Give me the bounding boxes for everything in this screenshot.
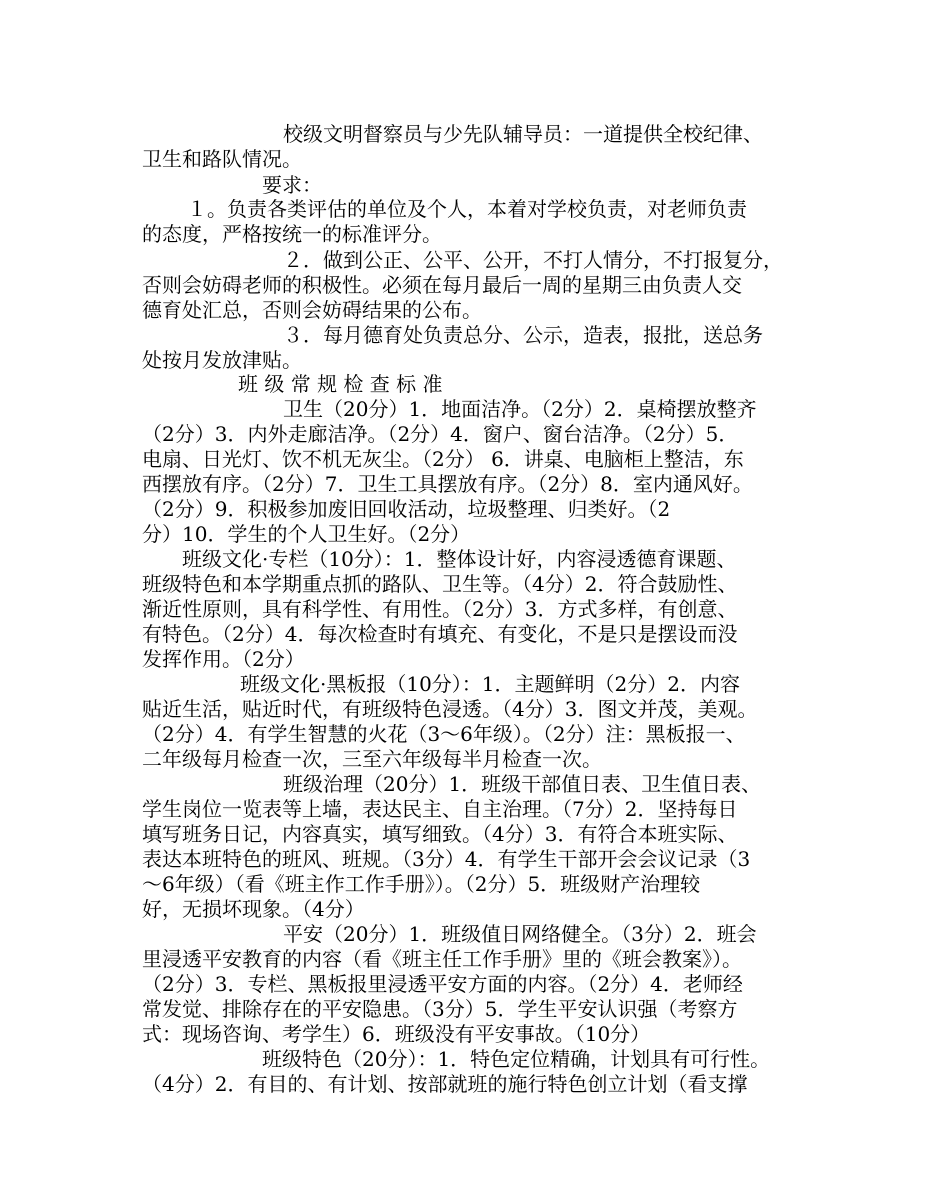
text-line: 分）10．学生的个人卫生好。（2分） <box>142 522 471 546</box>
text-line: 班级文化·专栏（10分）：1．整体设计好，内容浸透德育课题、 <box>182 547 737 571</box>
text-line: 学生岗位一览表等上墙，表达民主、自主治理。（7分）2．坚持每日 <box>142 797 738 821</box>
text-line: 表达本班特色的班风、班规。（3分）4．有学生干部开会会议记录（3 <box>142 847 751 871</box>
text-line: （2分）9．积极参加废旧回收活动，垃圾整理、归类好。（2 <box>142 497 671 521</box>
text-line: ～6年级）（看《班主作工作手册》）。（2分）5．班级财产治理较 <box>142 872 701 896</box>
text-line: 平安（20分）1．班级值日网络健全。（3分）2．班会 <box>283 922 757 946</box>
text-line: 校级文明督察员与少先队辅导员：一道提供全校纪律、 <box>283 122 763 146</box>
text-line: 班级治理（20分）1．班级干部值日表、卫生值日表、 <box>283 772 762 796</box>
text-line: 班级文化·黑板报（10分）：1．主题鲜明（2分）2．内容 <box>240 672 740 696</box>
text-line: ３．每月德育处负责总分、公示，造表，报批，送总务 <box>283 323 763 347</box>
text-line: ２．做到公正、公平、公开，不打人情分，不打报复分， <box>283 248 783 272</box>
text-line: １。负责各类评估的单位及个人，本着对学校负责，对老师负责 <box>187 197 747 221</box>
text-line: 发挥作用。（2分） <box>142 647 305 671</box>
text-line: 电扇、日光灯、饮不机无灰尘。（2分） 6．讲桌、电脑柜上整洁，东 <box>142 447 744 471</box>
text-line: 式：现场咨询、考学生）6．班级没有平安事故。（10分） <box>142 1022 651 1046</box>
text-line: （4分）2．有目的、有计划、按部就班的施行特色创立计划（看支撑 <box>142 1072 748 1096</box>
text-line: 二年级每月检查一次，三至六年级每半月检查一次。 <box>142 747 602 771</box>
text-line: 要求： <box>262 173 322 197</box>
text-line: 德育处汇总，否则会妨碍结果的公布。 <box>142 298 482 322</box>
text-line: （2分）3．专栏、黑板报里浸透平安方面的内容。（2分）4．老师经 <box>142 972 743 996</box>
text-line: 常发觉、排除存在的平安隐患。（3分）5．学生平安认识强（考察方 <box>142 997 738 1021</box>
text-line: 否则会妨碍老师的积极性。必须在每月最后一周的星期三由负责人交 <box>142 273 742 297</box>
text-line: 渐近性原则，具有科学性、有用性。（2分）3．方式多样，有创意、 <box>142 597 738 621</box>
text-line: 卫生和路队情况。 <box>142 147 302 171</box>
text-line: 好，无损坏现象。（4分） <box>142 897 365 921</box>
text-line: 填写班务日记，内容真实，填写细致。（4分）3．有符合本班实际、 <box>142 822 738 846</box>
text-line: 班级特色（20分）：1．特色定位精确，计划具有可行性。 <box>262 1047 771 1071</box>
section-heading: 班 级 常 规 检 查 标 准 <box>238 372 443 396</box>
text-line: 处按月发放津贴。 <box>142 348 302 372</box>
text-line: 班级特色和本学期重点抓的路队、卫生等。（4分）2．符合鼓励性、 <box>142 572 738 596</box>
text-line: 的态度，严格按统一的标准评分。 <box>142 222 442 246</box>
text-line: 贴近生活，贴近时代，有班级特色浸透。（4分）3．图文并茂，美观。 <box>142 697 758 721</box>
text-line: 西摆放有序。（2分）7．卫生工具摆放有序。（2分）8．室内通风好。 <box>142 472 753 496</box>
text-line: （2分）4．有学生智慧的火花（3～6年级）。（2分）注：黑板报一、 <box>142 722 746 746</box>
text-line: 有特色。（2分）4．每次检查时有填充、有变化，不是只是摆设而没 <box>142 622 738 646</box>
text-line: 里浸透平安教育的内容（看《班主任工作手册》里的《班会教案》）。 <box>142 947 742 971</box>
text-line: 卫生（20分）1．地面洁净。（2分）2．桌椅摆放整齐 <box>283 397 757 421</box>
text-line: （2分）3．内外走廊洁净。（2分）4．窗户、窗台洁净。（2分）5． <box>142 422 739 446</box>
